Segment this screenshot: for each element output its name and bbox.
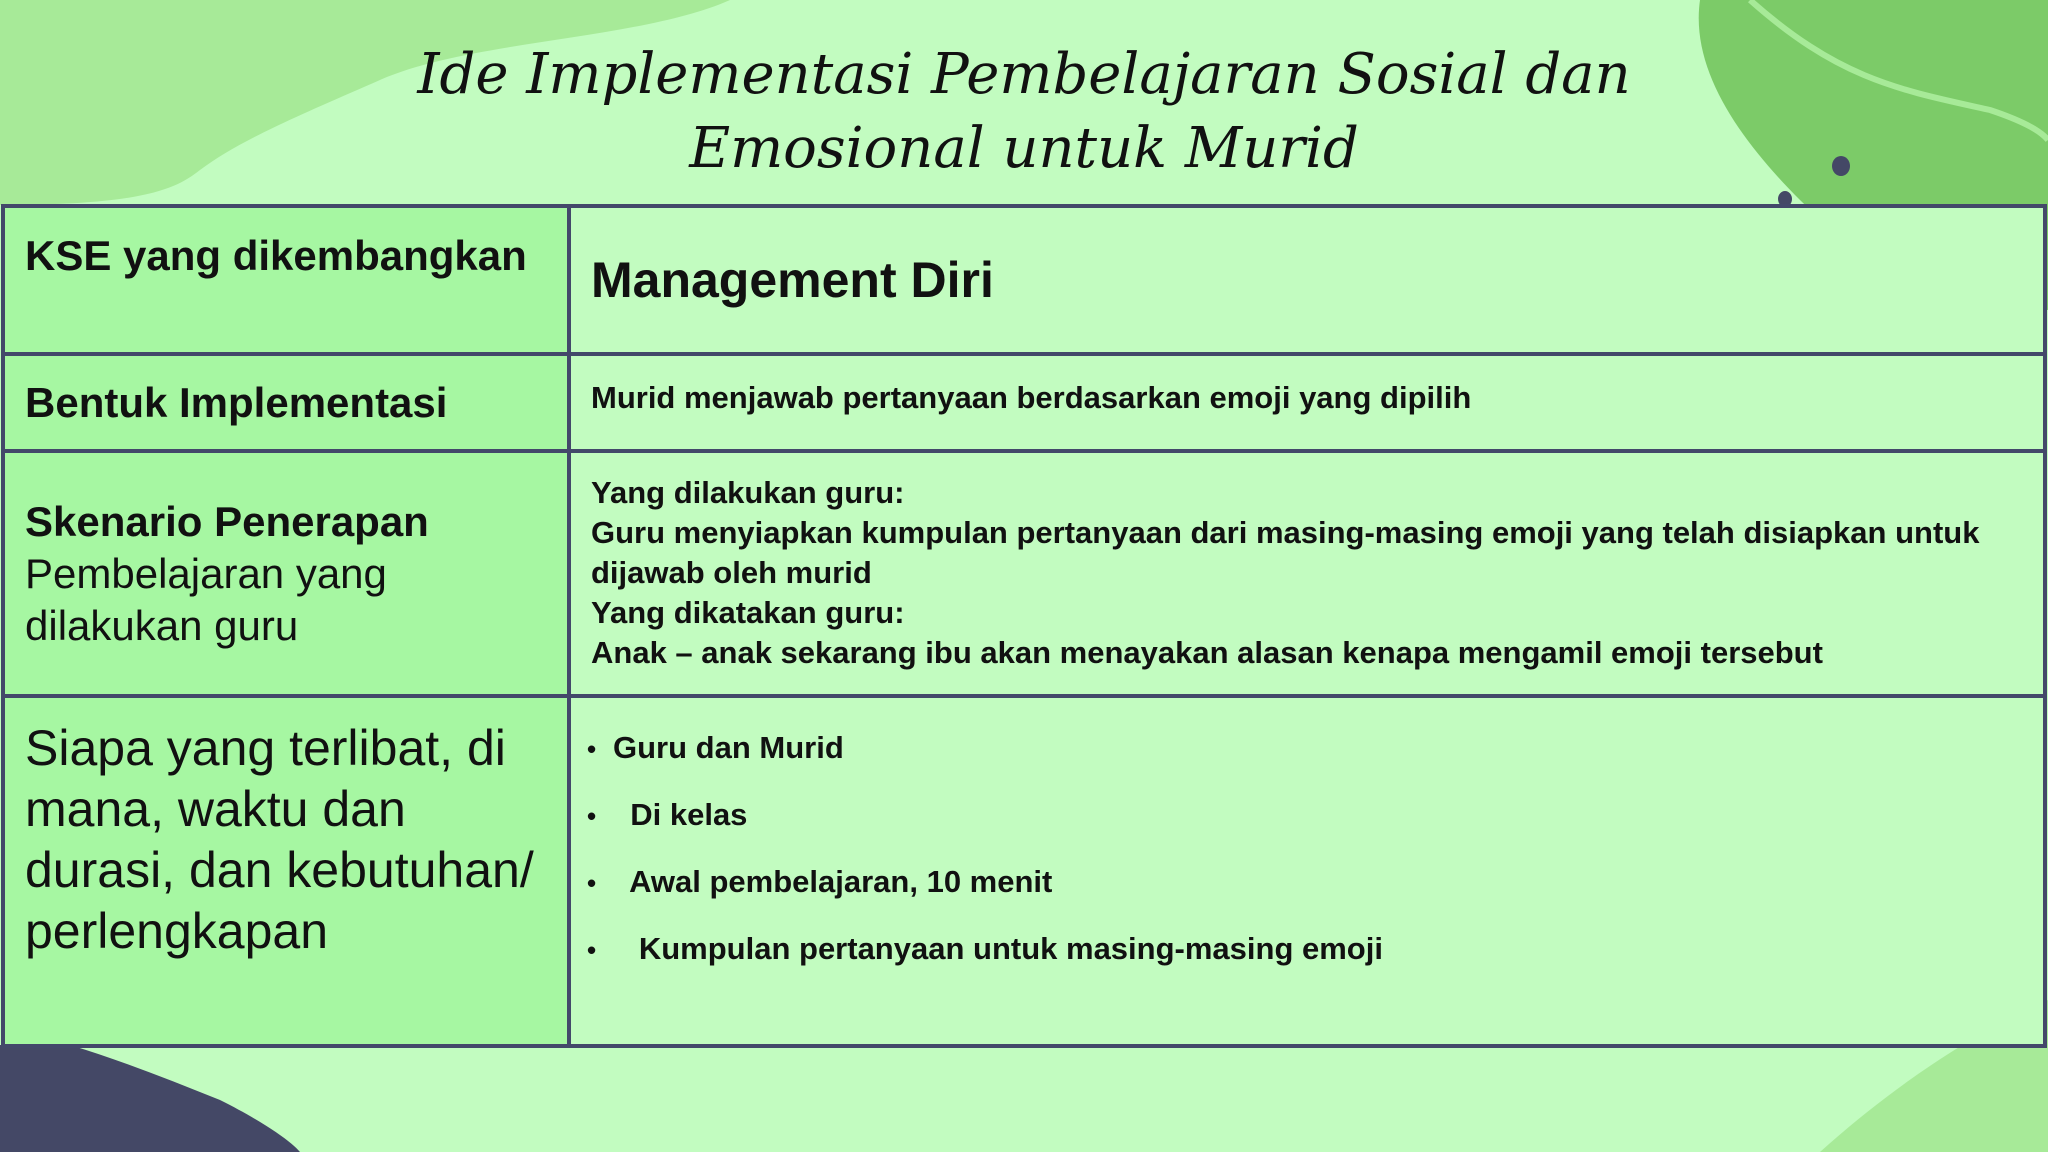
bullet-text: Di kelas	[630, 797, 748, 832]
label-cell-kse: KSE yang dikembangkan	[3, 206, 569, 354]
leaf-bottom-left	[0, 1045, 300, 1152]
table-row	[3, 696, 2045, 1046]
title-line-2: Emosional untuk Murid	[689, 116, 1359, 181]
label-cell-skenario	[3, 451, 569, 696]
value-cell-skenario	[569, 451, 2045, 696]
value-cell-siapa	[569, 696, 2045, 1046]
list-item	[587, 714, 2023, 781]
slide-title	[0, 38, 2048, 186]
label-cell-bentuk: Bentuk Implementasi	[3, 354, 569, 451]
table-row	[3, 206, 2045, 354]
table-row	[3, 354, 2045, 451]
value-cell-bentuk: Murid menjawab pertanyaan berdasarkan emoji yang dipilih	[569, 354, 2045, 451]
bullet-list	[571, 714, 2023, 982]
bullet-text: Guru dan Murid	[613, 730, 844, 765]
skenario-line: Anak – anak sekarang ibu akan menayakan alasan kenapa mengamil emoji tersebut	[591, 635, 1823, 670]
value-cell-kse: Management Diri	[569, 206, 2045, 354]
bullet-icon: •	[587, 868, 597, 898]
bullet-text: Kumpulan pertanyaan untuk masing-masing emoji	[638, 931, 1383, 966]
list-item	[587, 848, 2023, 915]
label-cell-siapa: Siapa yang terlibat, di mana, waktu dan durasi, dan kebutuhan/ perlengkapan	[3, 696, 569, 1046]
bullet-icon: •	[587, 734, 597, 764]
list-item	[587, 781, 2023, 848]
implementation-table	[1, 204, 2047, 1048]
skenario-line: Yang dikatakan guru:	[591, 595, 905, 630]
bullet-icon: •	[587, 935, 597, 965]
skenario-line: Yang dilakukan guru:	[591, 475, 905, 510]
table-row	[3, 451, 2045, 696]
title-line-1: Ide Implementasi Pembelajaran Sosial dan	[417, 42, 1631, 107]
bullet-icon: •	[587, 801, 597, 831]
skenario-line: Guru menyiapkan kumpulan pertanyaan dari masing-masing emoji yang telah disiapkan untuk dijawab oleh murid	[591, 515, 1980, 590]
label-skenario-bold: Skenario Penerapan	[25, 497, 429, 545]
list-item	[587, 915, 2023, 982]
bullet-text: Awal pembelajaran, 10 menit	[629, 864, 1053, 899]
label-skenario-normal: Pembelajaran yang dilakukan guru	[25, 549, 387, 649]
